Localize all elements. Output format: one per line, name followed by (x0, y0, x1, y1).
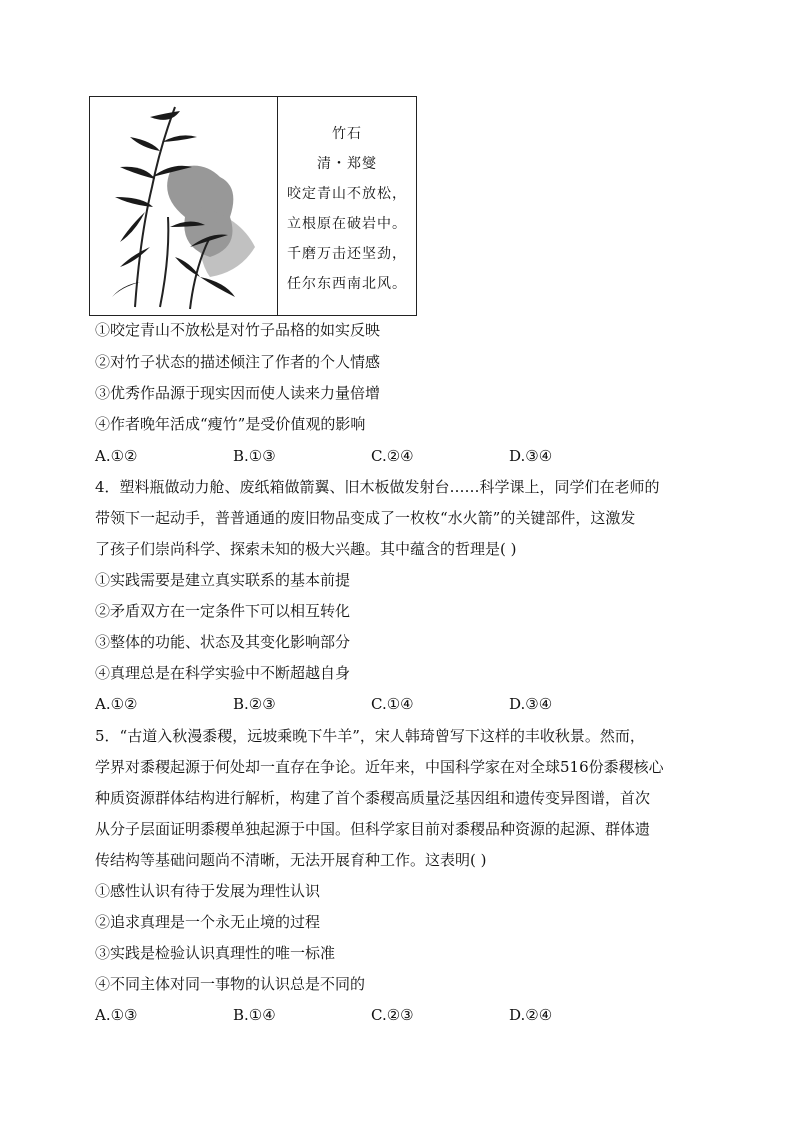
q4-stem-line: 4．塑料瓶做动力舱、废纸箱做箭翼、旧木板做发射台……科学课上，同学们在老师的 (95, 478, 660, 496)
q4-option: ③整体的功能、状态及其变化影响部分 (95, 633, 351, 651)
poem-line: 咬定青山不放松， (287, 186, 407, 202)
q3-option: ②对竹子状态的描述倾注了作者的个人情感 (95, 353, 381, 371)
q5-stem-line: 传结构等基础问题尚不清晰，无法开展育种工作。这表明( ) (95, 851, 487, 869)
poem-figure (89, 96, 417, 316)
poem-line: 任尔东西南北风。 (287, 276, 407, 292)
q5-stem-line: 种质资源群体结构进行解析，构建了首个黍稷高质量泛基因组和遗传变异图谱，首次 (95, 789, 651, 807)
poem-author: 清・郑燮 (317, 156, 377, 172)
q5-option: ②追求真理是一个永无止境的过程 (95, 913, 321, 931)
q5-stem-line: 学界对黍稷起源于何处却一直存在争论。近年来，中国科学家在对全球516份黍稷核心 (95, 758, 664, 776)
poem-text (278, 97, 416, 315)
q5-option: ④不同主体对同一事物的认识总是不同的 (95, 975, 366, 993)
poem-line: 立根原在破岩中。 (287, 216, 407, 232)
poem-title: 竹石 (332, 126, 362, 142)
bamboo-rock-painting (90, 97, 278, 315)
q4-choice-d: D.③④ (509, 695, 553, 713)
q3-choice-b: B.①③ (233, 447, 276, 465)
q5-stem-line: 5．“古道入秋漫黍稷，远坡乘晚下牛羊”，宋人韩琦曾写下这样的丰收秋景。然而， (95, 727, 645, 745)
q3-option: ③优秀作品源于现实因而使人读来力量倍增 (95, 384, 381, 402)
q4-choice-b: B.②③ (233, 695, 276, 713)
q3-choice-c: C.②④ (371, 447, 414, 465)
q4-option: ④真理总是在科学实验中不断超越自身 (95, 664, 351, 682)
q3-option: ④作者晚年活成“瘦竹”是受价值观的影响 (95, 415, 366, 433)
bamboo-ink-illustration (90, 97, 277, 315)
poem-line: 千磨万击还坚劲， (287, 246, 407, 262)
q3-choice-a: A.①② (95, 447, 138, 465)
q4-stem-line: 带领下一起动手，普普通通的废旧物品变成了一枚枚“水火箭”的关键部件，这激发 (95, 509, 636, 527)
q3-option: ①咬定青山不放松是对竹子品格的如实反映 (95, 321, 381, 339)
q4-stem-line: 了孩子们崇尚科学、探索未知的极大兴趣。其中蕴含的哲理是( ) (95, 540, 517, 558)
q5-choice-a: A.①③ (95, 1006, 138, 1024)
q3-choice-d: D.③④ (509, 447, 553, 465)
q4-choice-a: A.①② (95, 695, 138, 713)
q5-stem-line: 从分子层面证明黍稷单独起源于中国。但科学家目前对黍稷品种资源的起源、群体遗 (95, 820, 651, 838)
q5-option: ③实践是检验认识真理性的唯一标准 (95, 944, 336, 962)
q5-choice-c: C.②③ (371, 1006, 414, 1024)
q4-option: ②矛盾双方在一定条件下可以相互转化 (95, 602, 351, 620)
q5-option: ①感性认识有待于发展为理性认识 (95, 882, 321, 900)
q5-choice-d: D.②④ (509, 1006, 553, 1024)
q4-option: ①实践需要是建立真实联系的基本前提 (95, 571, 351, 589)
q5-choice-b: B.①④ (233, 1006, 276, 1024)
q4-choice-c: C.①④ (371, 695, 414, 713)
